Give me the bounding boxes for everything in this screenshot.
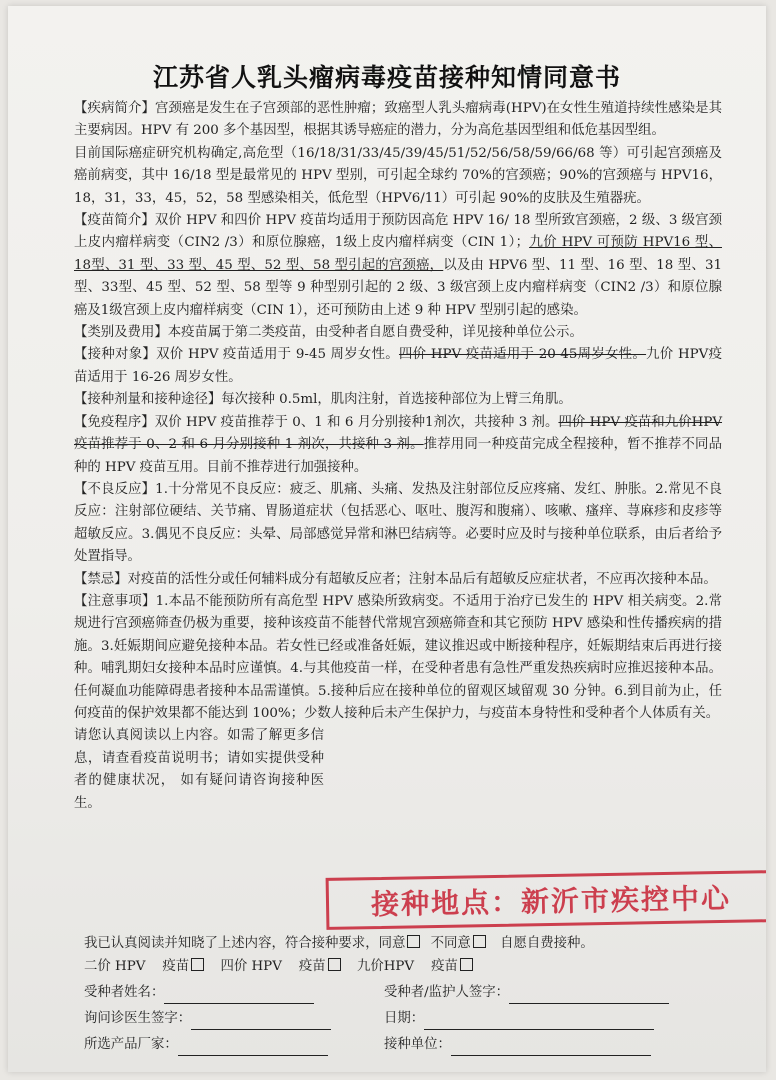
- notes-heading: 【注意事项】: [74, 593, 156, 609]
- dose-text: 每次接种 0.5ml，肌肉注射，首选接种部位为上臂三角肌。: [221, 392, 572, 408]
- doctor-label: 询问诊医生签字：: [84, 1011, 192, 1026]
- notes-text: 1.本品不能预防所有高危型 HPV 感染所致病变。不适用于治疗已发生的 HPV 相关病变。2.常规进行宫颈癌筛查仍极为重要，接种该疫苗不能替代常规宫颈癌筛查和其它预防 HPV 感染和性传播疾病的措施。3.妊娠期间应避免接种本品。若女性已经或准备妊娠，建议推迟或中断接种程序，妊娠期结束后再进行接种。哺乳期妇女接种本品时应谨慎。4.与其他疫苗一样，在受种者患有急性严重发热疾病时应推迟接种本品。任何凝血功能障碍患者接种本品需谨慎。5.接种后应在接种单位的留观区域留观 30 分钟。6.到目前为止，任何疫苗的保护效果都不能达到 100%；少数人接种后未产生保护力，与疫苗本身特性和受种者个人体质有关。: [74, 593, 723, 721]
- consent-line: [84, 933, 594, 955]
- vaccine-text-c: 以及由 HPV6 型、11 型、16 型、18 型、31 型、33型、45 型、52 型、58 型等 9 种型别引起的 2 级、3 级宫颈上皮内瘤样病变（CIN2 /3）和原位腺癌及1级宫颈上皮内瘤样病变（CIN 1），还可预防由上述 9 种 HPV 型别引起的感染。: [74, 257, 722, 318]
- guardian-field-row: [384, 982, 669, 1004]
- dose-section: [74, 389, 722, 411]
- schedule-text-a: 双价 HPV 疫苗推荐于 0、1 和 6 月分别接种1剂次，共接种 3 剂。: [154, 414, 559, 430]
- disease-text-1: 宫颈癌是发生在子宫颈部的恶性肿瘤；致癌型人乳头瘤病毒(HPV)在女性生殖道持续性感染是其主要病因。HPV 有 200 多个基因型，根据其诱导癌症的潜力，分为高危基因型组和低危基因型组。: [74, 101, 723, 139]
- bivalent-label: 二价 HPV 疫苗: [84, 959, 190, 974]
- target-heading: 【接种对象】: [74, 347, 157, 363]
- adverse-heading: 【不良反应】: [74, 481, 156, 497]
- unit-field-row: [384, 1034, 651, 1056]
- quadrivalent-checkbox[interactable]: [328, 958, 341, 971]
- vaccine-options-line: [84, 956, 473, 978]
- disease-text-2: 目前国际癌症研究机构确定,高危型（16/18/31/33/45/39/45/51/52/56/58/59/66/68 等）可引起宫颈癌及癌前病变，其中 16/18 型是最常见的 HPV 型别，可引起全球约 70%的宫颈癌；90%的宫颈癌与 HPV16，18，31，33，45，52，58 型感染相关，低危型（HPV6/11）可引起 90%的皮肤及生殖器疣。: [74, 145, 722, 206]
- nonavalent-checkbox[interactable]: [460, 958, 473, 971]
- schedule-heading: 【免疫程序】: [74, 414, 155, 430]
- disease-section: [74, 98, 722, 143]
- name-label: 受种者姓名：: [84, 985, 165, 1000]
- doctor-signature-field[interactable]: [191, 1015, 331, 1030]
- location-stamp: 接种地点：新沂市疾控中心: [326, 870, 766, 930]
- self-pay-label: 自愿自费接种。: [500, 936, 594, 951]
- bivalent-checkbox[interactable]: [191, 958, 204, 971]
- consent-text: 我已认真阅读并知晓了上述内容，符合接种要求，同意: [84, 936, 406, 951]
- manufacturer-field-row: [84, 1034, 328, 1056]
- schedule-text-c: 推荐用同一种疫苗完成全程接种，暂不推荐不同品种的 HPV 疫苗互用。目前不推荐进行加强接种。: [74, 437, 723, 475]
- vaccine-section: [74, 210, 722, 322]
- schedule-section: [74, 412, 722, 479]
- target-section: [74, 344, 722, 389]
- dose-heading: 【接种剂量和接种途径】: [74, 392, 222, 408]
- vaccine-text-b-underlined: 九价 HPV 可预防 HPV16 型、18型、31 型、33 型、45 型、52 型、58 型引起的宫颈癌，: [74, 235, 722, 273]
- category-heading: 【类别及费用】: [74, 325, 168, 341]
- manufacturer-field[interactable]: [178, 1041, 328, 1056]
- disease-heading: 【疾病简介】: [74, 101, 155, 116]
- disagree-checkbox[interactable]: [473, 935, 486, 948]
- nonavalent-label: 九价HPV 疫苗: [356, 959, 458, 974]
- closing-text: 请您认真阅读以上内容。如需了解更多信息，请查看疫苗说明书；请如实提供受种者的健康状况， 如有疑问请咨询接种医生。: [74, 728, 324, 811]
- category-section: [74, 322, 722, 344]
- quadrivalent-label: 四价 HPV 疫苗: [220, 959, 326, 974]
- manufacturer-label: 所选产品厂家：: [84, 1037, 178, 1052]
- agree-checkbox[interactable]: [407, 935, 420, 948]
- target-text-c: 九价 HPV疫苗适用于 16-26 周岁女性。: [74, 347, 723, 385]
- unit-label: 接种单位：: [384, 1037, 451, 1052]
- form-body: [74, 98, 722, 815]
- doctor-field-row: [84, 1008, 331, 1030]
- date-label: 日期：: [384, 1011, 425, 1026]
- guardian-signature-field[interactable]: [509, 989, 669, 1004]
- target-text-a: 双价 HPV 疫苗适用于 9-45 周岁女性。: [156, 347, 399, 363]
- name-field-row: [84, 982, 314, 1004]
- schedule-text-b-struck: 四价 HPV 疫苗和九价HPV 疫苗推荐于 0、2 和 6 月分别接种 1 剂次，共接种 3 剂。: [74, 414, 723, 453]
- name-field[interactable]: [164, 989, 314, 1004]
- notes-section: [74, 591, 722, 725]
- contra-section: [74, 569, 722, 591]
- unit-field[interactable]: [451, 1041, 651, 1056]
- contra-heading: 【禁忌】: [74, 571, 128, 587]
- guardian-label: 受种者/监护人签字：: [384, 985, 510, 1000]
- date-field[interactable]: [424, 1015, 654, 1030]
- vaccine-heading: 【疫苗简介】: [74, 213, 155, 229]
- page-title: 江苏省人乳头瘤病毒疫苗接种知情同意书: [152, 63, 621, 92]
- target-text-b-struck: 四价 HPV 疫苗适用于 20-45周岁女性。: [398, 347, 647, 363]
- disagree-label: 不同意: [430, 936, 471, 951]
- consent-form-sheet: [8, 6, 766, 1072]
- adverse-text: 1.十分常见不良反应：疲乏、肌痛、头痛、发热及注射部位反应疼痛、发红、肿胀。2.常见不良反应：注射部位硬结、关节痛、胃肠道症状（包括恶心、呕吐、腹泻和腹痛）、咳嗽、瘙痒、荨麻疹和皮疹等超敏反应。3.偶见不良反应：头晕、局部感觉异常和淋巴结病等。必要时应及时与接种单位联系，由后者给予处置指导。: [74, 481, 722, 565]
- adverse-section: [74, 479, 722, 569]
- contra-text: 对疫苗的活性分或任何辅料成分有超敏反应者；注射本品后有超敏反应症状者，不应再次接种本品。: [127, 571, 717, 587]
- date-field-row: [384, 1008, 654, 1030]
- vaccine-text-a: 双价 HPV 和四价 HPV 疫苗均适用于预防因高危 HPV 16/ 18 型所致宫颈癌，2 级、3 级宫颈上皮内瘤样病变（CIN2 /3）和原位腺癌，1级上皮内瘤样病变（CIN 1）；: [74, 213, 723, 251]
- category-text: 本疫苗属于第二类疫苗，由受种者自愿自费受种，详见接种单位公示。: [167, 325, 583, 341]
